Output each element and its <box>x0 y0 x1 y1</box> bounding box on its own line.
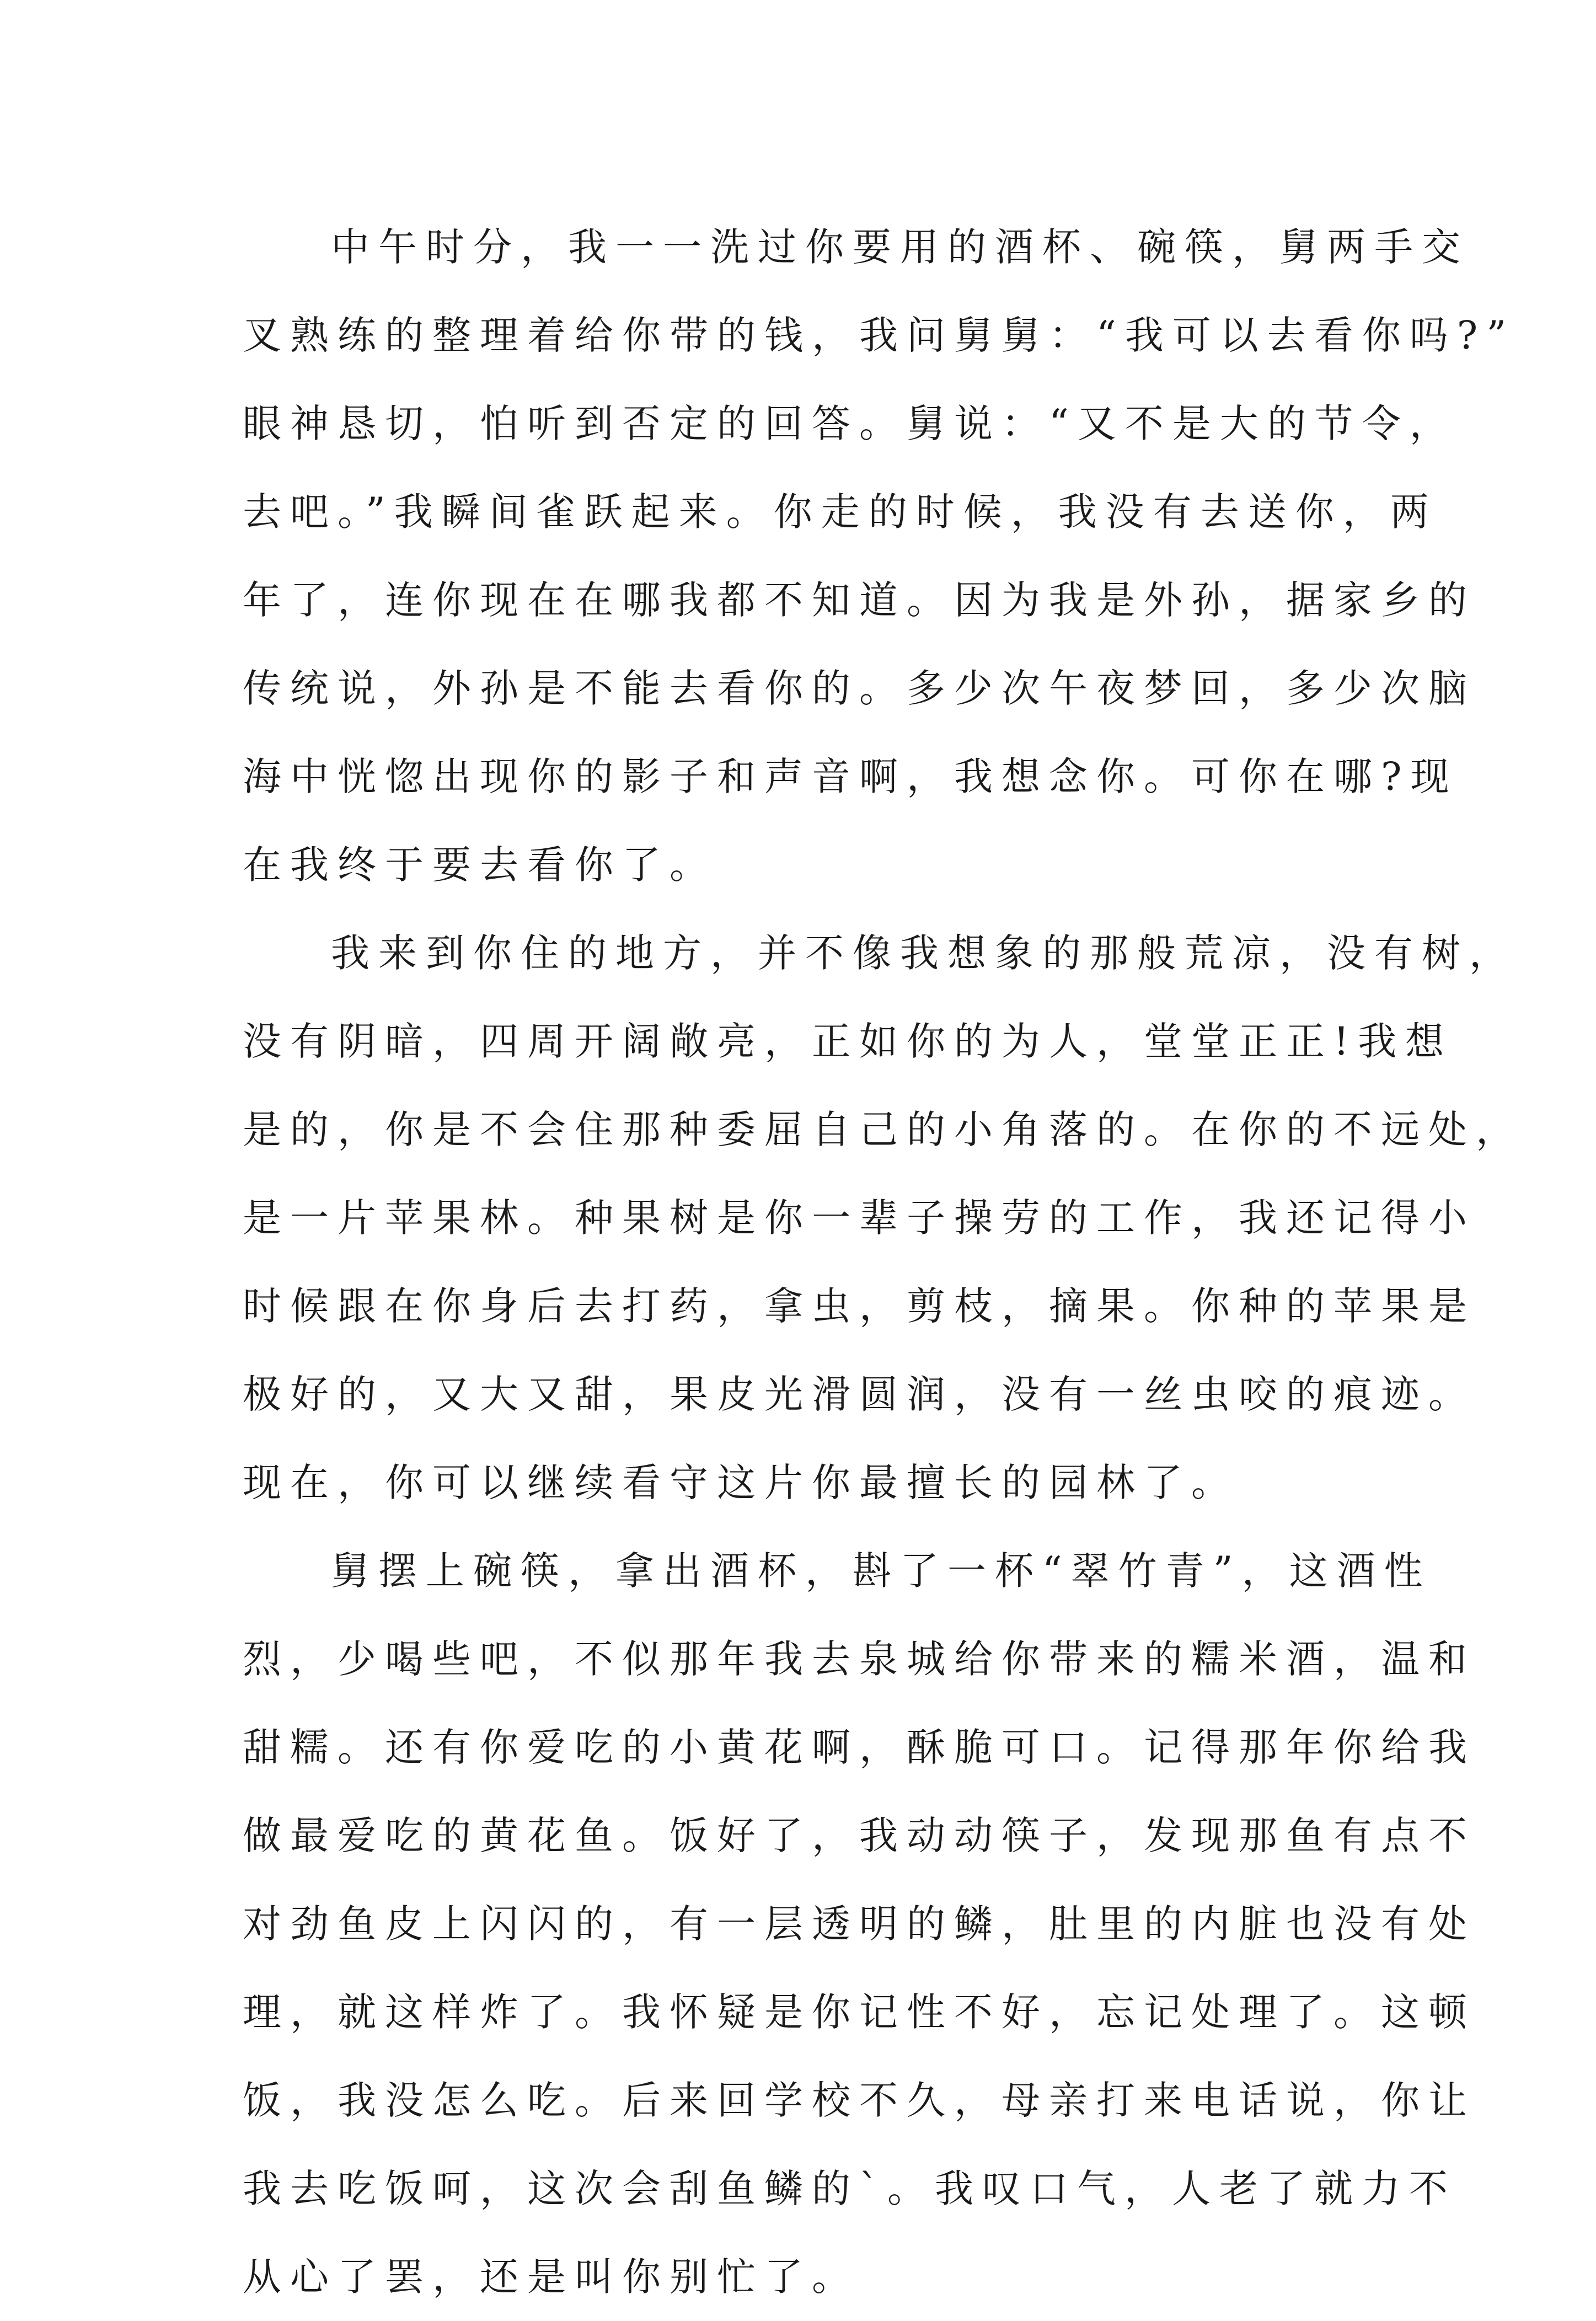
text-line: 做最爱吃的黄花鱼。饭好了，我动动筷子，发现那鱼有点不 <box>243 1813 1476 1858</box>
text-line: 海中恍惚出现你的影子和声音啊，我想念你。可你在哪?现 <box>243 754 1458 799</box>
text-line: 我来到你住的地方，并不像我想象的那般荒凉，没有树， <box>331 930 1517 976</box>
text-line: 对劲鱼皮上闪闪的，有一层透明的鳞，肚里的内脏也没有处 <box>243 1901 1476 1946</box>
paragraph-3 <box>243 1527 1476 2321</box>
text-line: 现在，你可以继续看守这片你最擅长的园林了。 <box>243 1460 1239 1505</box>
paragraph-2 <box>243 909 1523 1527</box>
text-line: 从心了罢，还是叫你别忙了。 <box>243 2254 859 2299</box>
text-line: 年了，连你现在在哪我都不知道。因为我是外孙，据家乡的 <box>243 577 1476 623</box>
text-line: 传统说，外孙是不能去看你的。多少次午夜梦回，多少次脑 <box>243 666 1476 711</box>
text-line: 极好的，又大又甜，果皮光滑圆润，没有一丝虫咬的痕迹。 <box>243 1372 1476 1417</box>
text-line: 理，就这样炸了。我怀疑是你记性不好，忘记处理了。这顿 <box>243 1990 1476 2035</box>
text-line: 舅摆上碗筷，拿出酒杯，斟了一杯“翠竹青”，这酒性 <box>331 1548 1432 1593</box>
text-line: 没有阴暗，四周开阔敞亮，正如你的为人，堂堂正正!我想 <box>243 1019 1453 1064</box>
document-body <box>243 203 1523 2321</box>
text-line: 时候跟在你身后去打药，拿虫，剪枝，摘果。你种的苹果是 <box>243 1283 1476 1329</box>
text-line: 我去吃饭呵，这次会刮鱼鳞的`。我叹口气，人老了就力不 <box>243 2166 1456 2211</box>
text-line: 甜糯。还有你爱吃的小黄花啊，酥脆可口。记得那年你给我 <box>243 1725 1476 1770</box>
text-line: 是一片苹果林。种果树是你一辈子操劳的工作，我还记得小 <box>243 1195 1476 1240</box>
text-line: 中午时分，我一一洗过你要用的酒杯、碗筷，舅两手交 <box>331 224 1469 270</box>
text-line: 在我终于要去看你了。 <box>243 842 717 887</box>
text-line: 叉熟练的整理着给你带的钱，我问舅舅：“我可以去看你吗?” <box>243 313 1515 358</box>
paragraph-1 <box>243 203 1515 909</box>
text-line: 饭，我没怎么吃。后来回学校不久，母亲打来电话说，你让 <box>243 2078 1476 2123</box>
text-line: 烈，少喝些吧，不似那年我去泉城给你带来的糯米酒，温和 <box>243 1637 1476 1682</box>
text-line: 是的，你是不会住那种委屈自己的小角落的。在你的不远处， <box>243 1107 1523 1152</box>
text-line: 去吧。”我瞬间雀跃起来。你走的时候，我没有去送你，两 <box>243 489 1438 534</box>
text-line: 眼神恳切，怕听到否定的回答。舅说：“又不是大的节令， <box>243 401 1457 446</box>
